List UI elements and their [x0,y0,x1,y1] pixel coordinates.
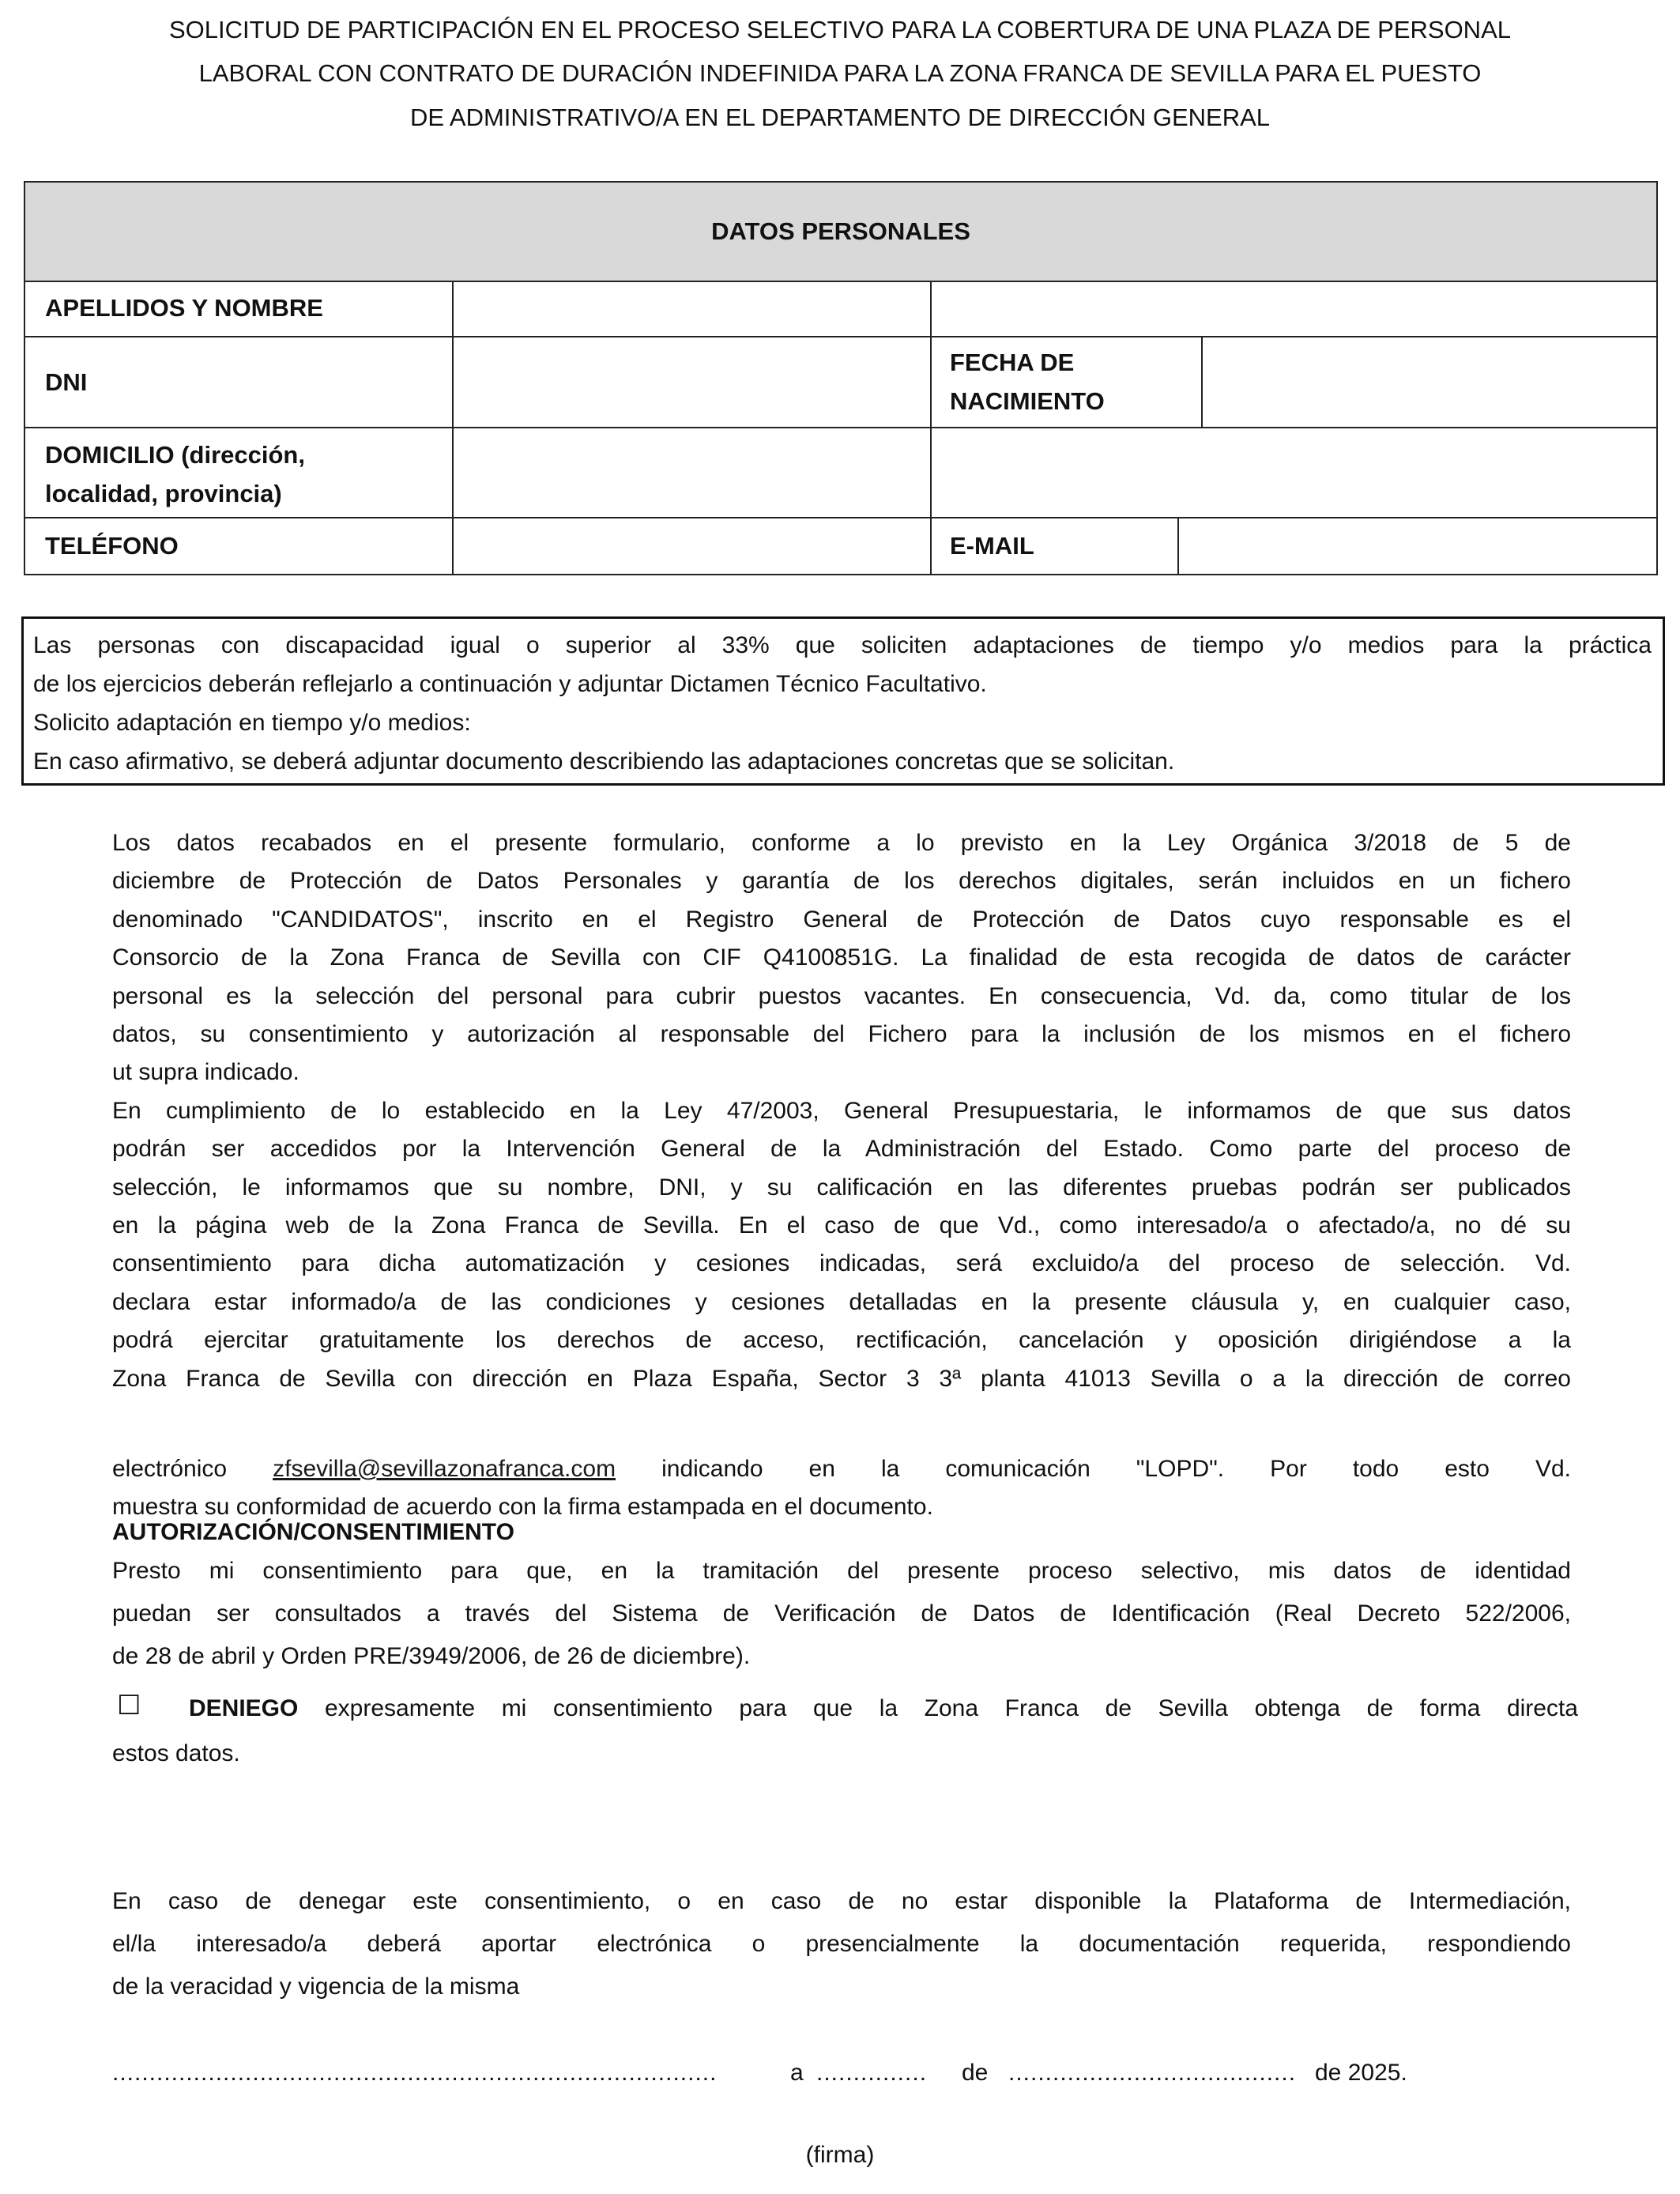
title-line: LABORAL CON CONTRATO DE DURACIÓN INDEFINIDA PARA LA ZONA FRANCA DE SEVILLA PARA EL PUESTO [198,59,1482,87]
divider [25,336,1656,337]
disability-line: de los ejercicios deberán reflejarlo a continuación y adjuntar Dictamen Técnico Facultativo. [33,671,987,697]
disability-line: Las personas con discapacidad igual o superior al 33% que soliciten adaptaciones de tiempo y/o medios para la práctica [33,632,1652,658]
table-header: DATOS PERSONALES [25,183,1656,282]
privacy-line: denominado "CANDIDATOS", inscrito en el Registro General de Protección de Datos cuyo responsable es el [112,906,1571,933]
disability-line: En caso afirmativo, se deberá adjuntar documento describiendo las adaptaciones concretas que se solicitan. [33,748,1175,775]
deniego-line-2: estos datos. [112,1740,240,1766]
label-line: localidad, provincia) [45,480,282,507]
label-apellidos: APELLIDOS Y NOMBRE [45,294,323,322]
text: electrónico [112,1456,273,1482]
month-field[interactable]: ....................................... [1008,2060,1297,2086]
denial-line: En caso de denegar este consentimiento, o en caso de no estar disponible la Plataforma de Intermediación, [112,1888,1571,1914]
domicilio-field-2[interactable] [934,430,1656,515]
divider [1201,336,1203,427]
text-a: a [790,2060,804,2086]
apellidos-field-1[interactable] [456,282,929,334]
consent-line: de 28 de abril y Orden PRE/3949/2006, de 26 de diciembre). [112,1643,751,1669]
signature-label: (firma) [805,2142,875,2168]
label-fecha-nacimiento [950,343,1105,420]
dni-field[interactable] [456,339,929,425]
privacy-line: podrá ejercitar gratuitamente los derechos de acceso, rectificación, cancelación y oposición dirigiéndose a la [112,1327,1571,1354]
email-link[interactable]: zfsevilla@sevillazonafranca.com [273,1456,616,1482]
apellidos-field-2[interactable] [934,282,1656,334]
deniego-bold: DENIEGO [189,1695,299,1721]
divider [452,281,454,574]
privacy-line: datos, su consentimiento y autorización al responsable del Fichero para la inclusión de los mismos en el fichero [112,1021,1571,1047]
divider [1177,517,1179,574]
privacy-email-line [112,1456,1571,1483]
divider [930,281,932,574]
telefono-field[interactable] [456,520,929,574]
label-email: E-MAIL [950,532,1034,560]
privacy-line: personal es la selección del personal para cubrir puestos vacantes. En consecuencia, Vd. da, como titular de los [112,982,1571,1009]
year-text: de 2025. [1315,2060,1407,2086]
label-telefono: TELÉFONO [45,532,179,560]
personal-data-table [24,181,1658,575]
disability-line: Solicito adaptación en tiempo y/o medios: [33,710,471,736]
place-field[interactable]: .................................................................................. [112,2060,718,2086]
label-line: NACIMIENTO [950,387,1105,415]
consent-heading: AUTORIZACIÓN/CONSENTIMIENTO [112,1519,514,1545]
text: indicando en la comunicación "LOPD". Por todo esto Vd. [616,1456,1571,1482]
privacy-line: podrán ser accedidos por la Intervención General de la Administración del Estado. Como parte del proceso de [112,1136,1571,1163]
divider [25,517,1656,518]
privacy-line: ut supra indicado. [112,1059,299,1086]
privacy-line: selección, le informamos que su nombre, DNI, y su calificación en las diferentes pruebas podrán ser publicados [112,1174,1571,1201]
privacy-line: En cumplimiento de lo establecido en la Ley 47/2003, General Presupuestaria, le informamos de que sus datos [112,1097,1571,1124]
email-field[interactable] [1181,520,1656,574]
privacy-line: Zona Franca de Sevilla con dirección en Plaza España, Sector 3 3ª planta 41013 Sevilla o a la dirección de correo [112,1365,1571,1392]
privacy-line: muestra su conformidad de acuerdo con la firma estampada en el documento. [112,1494,933,1520]
domicilio-field-1[interactable] [456,430,929,515]
consent-line: puedan ser consultados a través del Sistema de Verificación de Datos de Identificación (Real Decreto 522/2006, [112,1600,1571,1627]
privacy-line: diciembre de Protección de Datos Personales y garantía de los derechos digitales, serán incluidos en un fichero [112,868,1571,895]
privacy-line: en la página web de la Zona Franca de Sevilla. En el caso de que Vd., como interesado/a o afectado/a, no dé su [112,1212,1571,1238]
label-dni: DNI [45,368,88,396]
privacy-line: declara estar informado/a de las condiciones y cesiones detalladas en la presente cláusula y, en cualquier caso, [112,1288,1571,1315]
deniego-line [189,1695,1578,1722]
title-line: SOLICITUD DE PARTICIPACIÓN EN EL PROCESO SELECTIVO PARA LA COBERTURA DE UNA PLAZA DE PERSONAL [168,16,1511,43]
privacy-line: Consorcio de la Zona Franca de Sevilla con CIF Q4100851G. La finalidad de esta recogida de datos de carácter [112,944,1571,971]
divider [25,427,1656,428]
text: expresamente mi consentimiento para que la Zona Franca de Sevilla obtenga de forma directa [298,1695,1578,1721]
denial-line: el/la interesado/a deberá aportar electrónica o presencialmente la documentación requerida, respondiendo [112,1931,1571,1957]
consent-line: Presto mi consentimiento para que, en la tramitación del presente proceso selectivo, mis datos de identidad [112,1558,1571,1584]
privacy-line: Los datos recabados en el presente formulario, conforme a lo previsto en la Ley Orgánica 3/2018 de 5 de [112,830,1571,856]
deniego-checkbox[interactable]: ☐ [117,1691,141,1721]
label-domicilio [45,435,305,513]
privacy-line: consentimiento para dicha automatización y cesiones indicadas, será excluido/a del proceso de selección. Vd. [112,1250,1571,1277]
title-line: DE ADMINISTRATIVO/A EN EL DEPARTAMENTO DE DIRECCIÓN GENERAL [409,104,1271,131]
fecha-nacimiento-field[interactable] [1205,339,1656,425]
label-line: DOMICILIO (dirección, [45,441,305,469]
day-field[interactable]: ............... [816,2060,928,2086]
label-line: FECHA DE [950,349,1075,376]
denial-line: de la veracidad y vigencia de la misma [112,1973,520,2000]
text-de: de [962,2060,989,2086]
